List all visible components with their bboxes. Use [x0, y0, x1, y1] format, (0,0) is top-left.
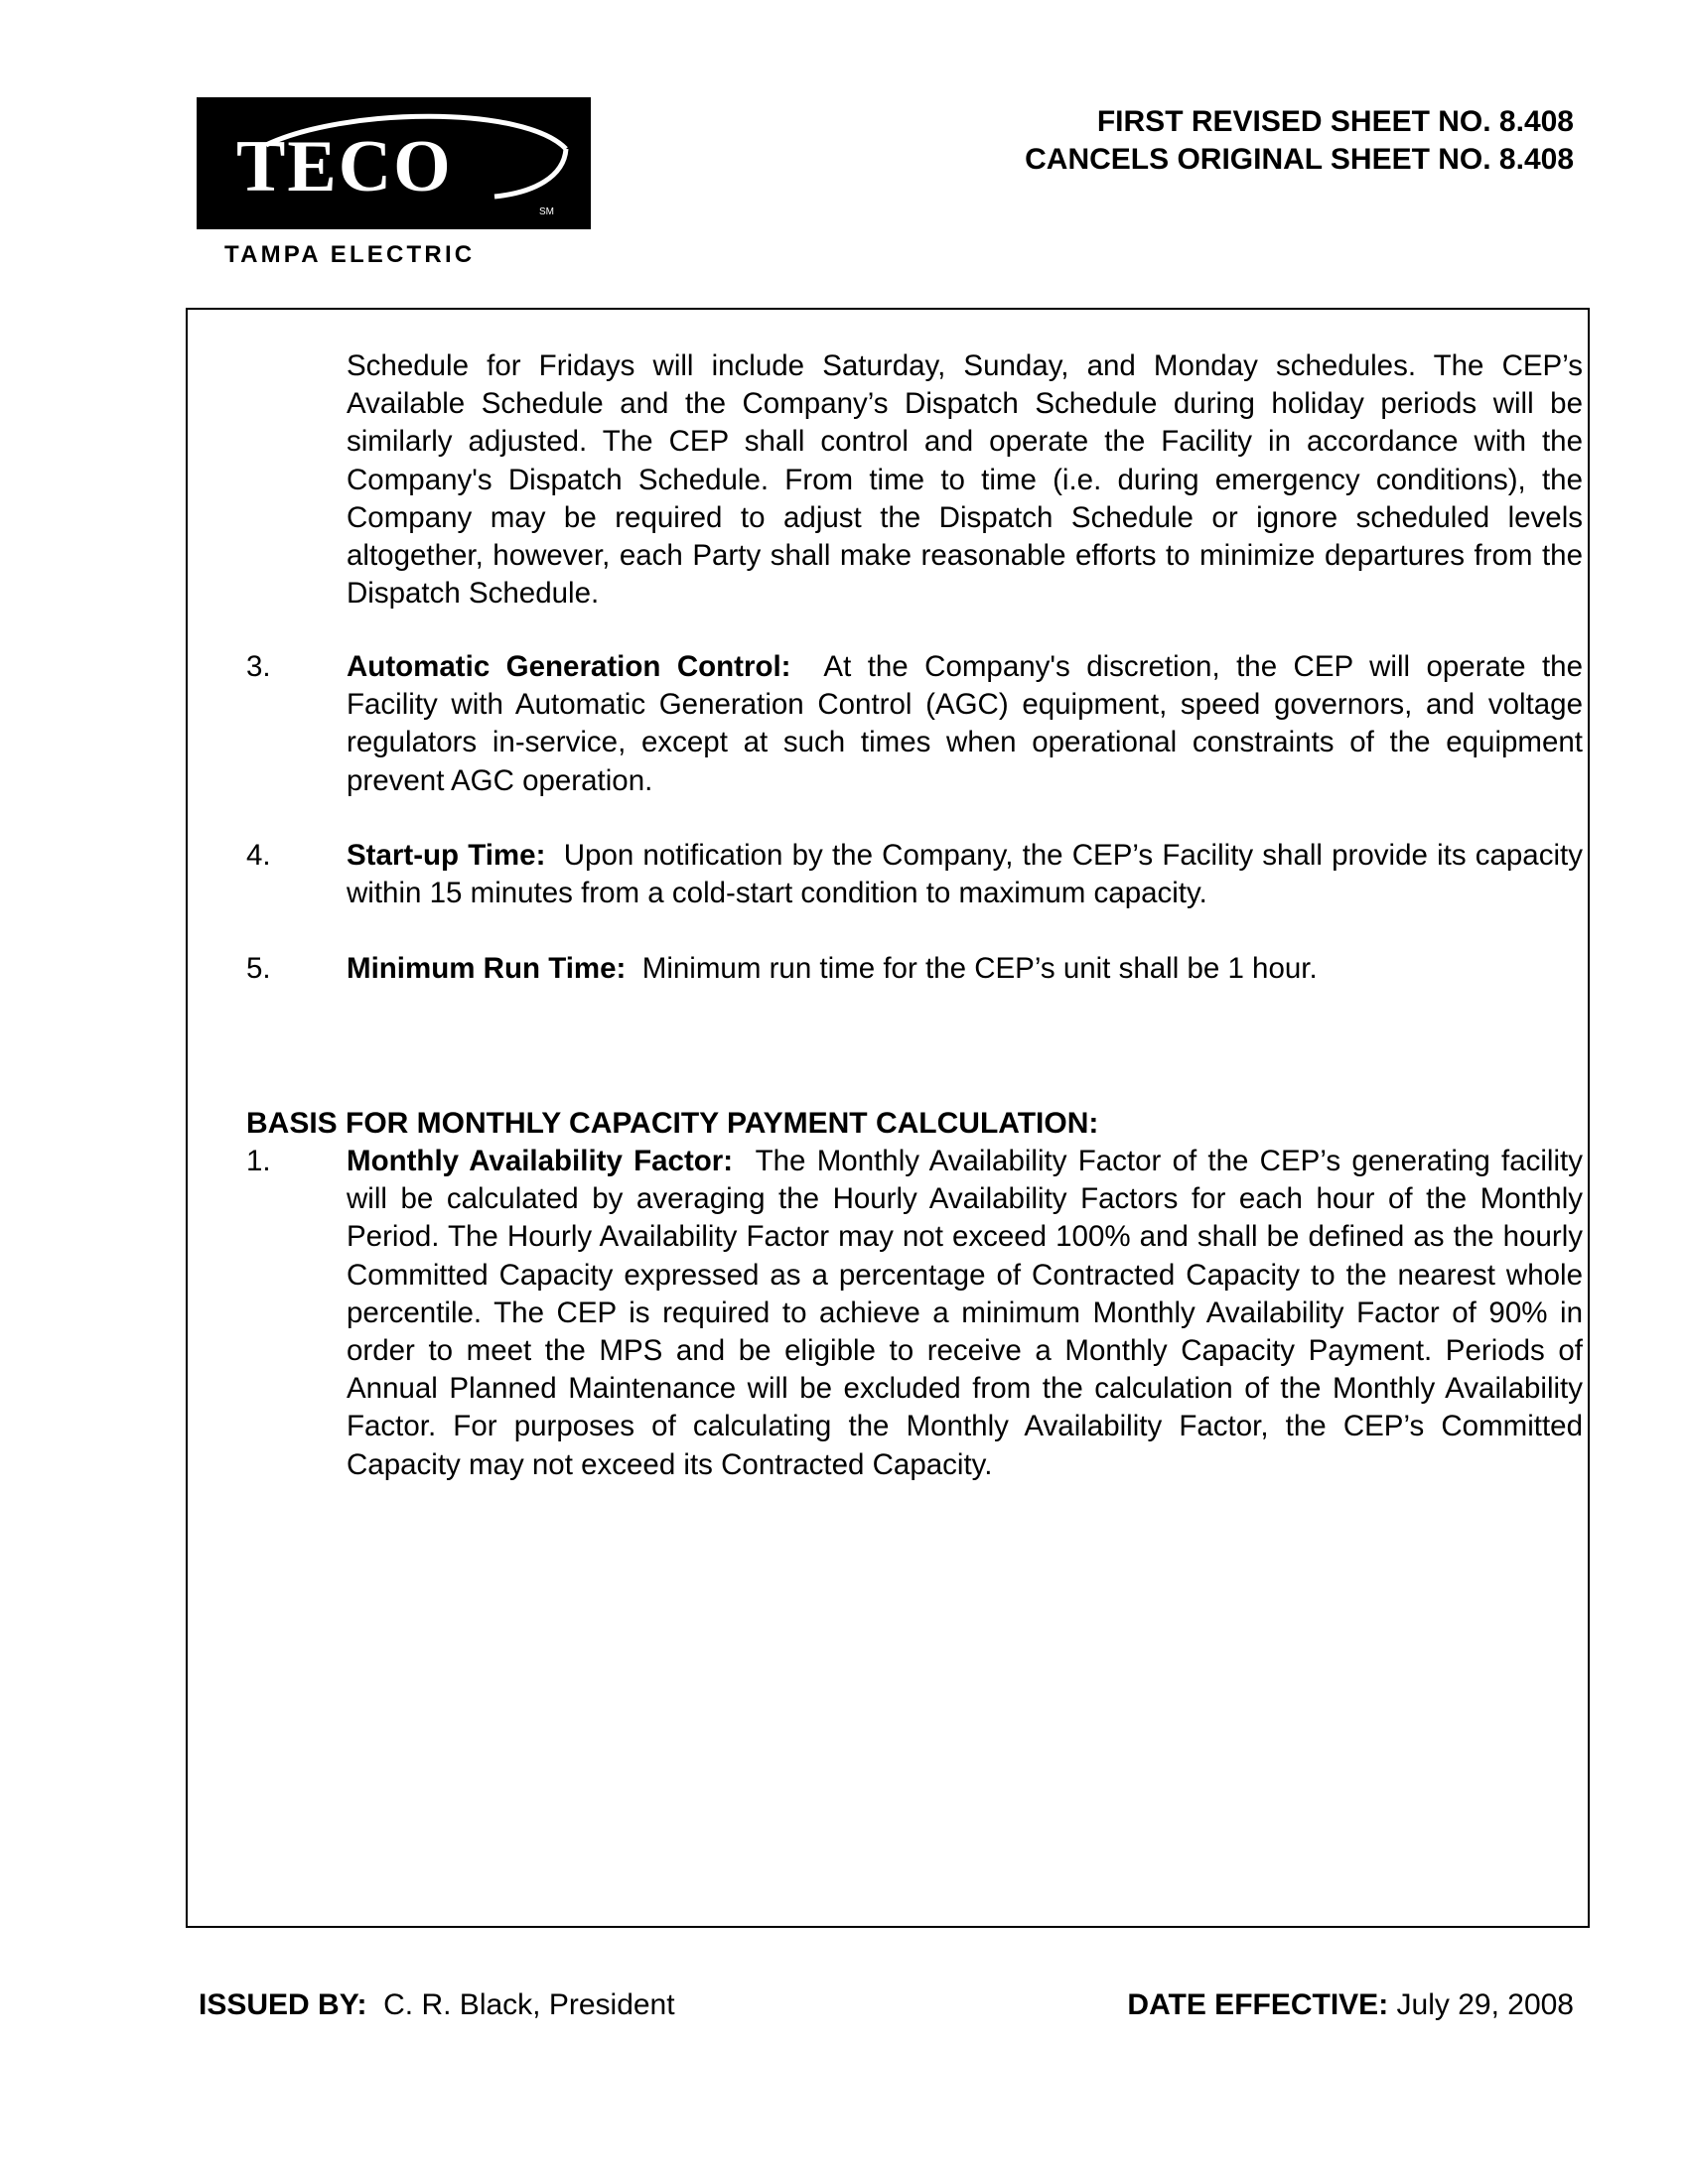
issued-by [199, 1986, 675, 2024]
list-item [347, 837, 1583, 912]
item-text: Minimum run time for the CEP’s unit shall be 1 hour. [641, 952, 1318, 985]
item-title: Minimum Run Time: [347, 952, 627, 985]
issued-by-value: C. R. Black, President [383, 1988, 675, 2021]
item-number: 4. [246, 839, 271, 872]
list-item [347, 648, 1583, 800]
item-title: Automatic Generation Control: [347, 650, 791, 683]
logo-service-mark: SM [539, 206, 554, 217]
item-title: Start-up Time: [347, 839, 546, 872]
date-effective-label: DATE EFFECTIVE: [1127, 1988, 1389, 2021]
date-effective-value: July 29, 2008 [1396, 1988, 1574, 2021]
teco-logo [197, 97, 591, 229]
item-number: 3. [246, 650, 271, 683]
item-text: Upon notification by the Company, the CEP’s Facility shall provide its capacity within 15 minutes from a cold-start condition to maximum capacity. [347, 839, 1583, 910]
list-item [347, 950, 1583, 988]
list-item [347, 1143, 1583, 1484]
issued-by-label: ISSUED BY: [199, 1988, 367, 2021]
sheet-number-line: FIRST REVISED SHEET NO. 8.408 [1096, 105, 1574, 138]
cancels-sheet-line: CANCELS ORIGINAL SHEET NO. 8.408 [1025, 143, 1574, 176]
intro-paragraph: Schedule for Fridays will include Saturday, Sunday, and Monday schedules. The CEP’s Available Schedule and the Company’s Dispatch Schedule during holiday periods will be similarly adjusted. The CEP shall control and operate the Facility in accordance with the Company's Dispatch Schedule. From time to time (i.e. during emergency conditions), the Company may be required to adjust the Dispatch Schedule or ignore scheduled levels altogether, however, each Party shall make reasonable efforts to minimize departures from the Dispatch Schedule. [347, 349, 1583, 611]
item-number: 5. [246, 952, 271, 985]
item-number: 1. [246, 1145, 271, 1177]
logo-subtitle: TAMPA ELECTRIC [224, 241, 476, 268]
date-effective [1127, 1986, 1574, 2024]
sheet-number-block [1025, 103, 1574, 179]
section-heading: BASIS FOR MONTHLY CAPACITY PAYMENT CALCULATION: [246, 1107, 1099, 1140]
item-title: Monthly Availability Factor: [347, 1145, 734, 1177]
item-text: The Monthly Availability Factor of the CEP’s generating facility will be calculated by averaging the Hourly Availability Factors for each hour of the Monthly Period. The Hourly Availability Factor may not exceed 100% and shall be defined as the hourly Committed Capacity expressed as a percentage of Contracted Capacity to the nearest whole percentile. The CEP is required to achieve a minimum Monthly Availability Factor of 90% in order to meet the MPS and be eligible to receive a Monthly Capacity Payment. Periods of Annual Planned Maintenance will be excluded from the calculation of the Monthly Availability Factor. For purposes of calculating the Monthly Availability Factor, the CEP’s Committed Capacity may not exceed its Contracted Capacity. [347, 1145, 1583, 1481]
item-text: At the Company's discretion, the CEP will operate the Facility with Automatic Generation Control (AGC) equipment, speed governors, and voltage regulators in-service, except at such times when operational constraints of the equipment prevent AGC operation. [347, 650, 1583, 797]
logo-wordmark: TECO [236, 126, 453, 207]
